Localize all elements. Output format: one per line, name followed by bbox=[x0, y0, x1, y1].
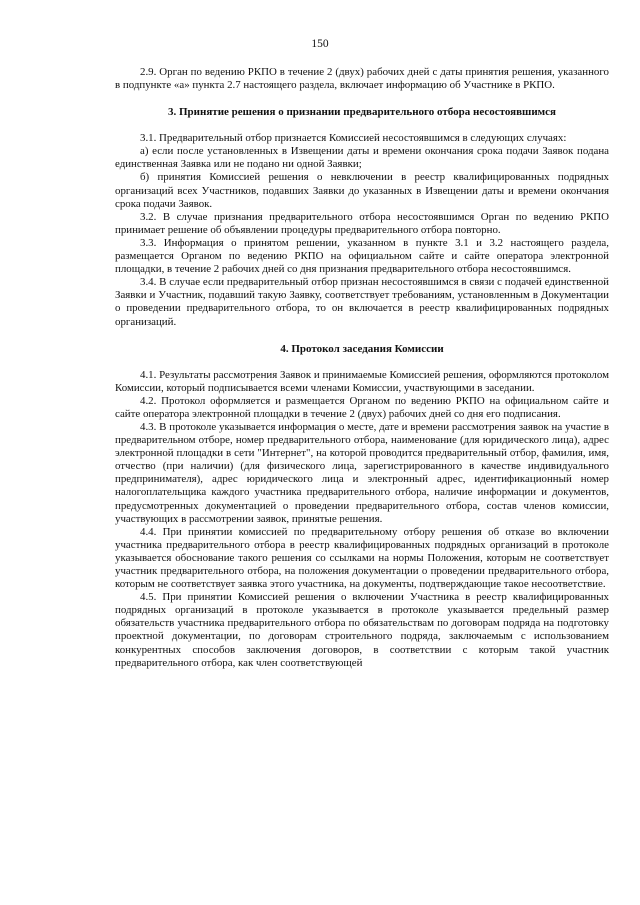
document-body bbox=[115, 66, 609, 670]
paragraph-3-3: 3.3. Информация о принятом решении, указанном в пункте 3.1 и 3.2 настоящего раздела, размещается Органом по ведению РКПО на официальном сайте и сайте оператора электронной площадки, в течение 2 рабочих дней со дня признания предварительного отбора несостоявшимся. bbox=[115, 236, 609, 276]
paragraph-3-1: 3.1. Предварительный отбор признается Комиссией несостоявшимся в следующих случаях: bbox=[140, 132, 567, 145]
paragraph-3-1-b: б) принятия Комиссией решения о невключении в реестр квалифицированных подрядных организаций всех Участников, подавших Заявки до указанных в Извещении даты и времени окончания срока подачи Заявок. bbox=[115, 171, 609, 210]
paragraph-4-3: 4.3. В протоколе указывается информация о месте, дате и времени рассмотрения заявок на участие в предварительном отборе, номер предварительного отбора, наименование (для юридического лица), адрес электронной площадки в сети "Интернет", на которой проводится предварительный отбор, фамилия, имя, отчество (при наличии) (для физического лица, зарегистрированного в качестве индивидуального предпринимателя), адрес юридического лица и электронный адрес, идентификационный номер налогоплательщика каждого участника предварительного отбора, наличие информации и документов, предусмотренных документацией о проведении предварительного отбора, состав членов комиссии, участвующих в рассмотрении заявок, принятые решения. bbox=[115, 420, 609, 525]
paragraph-4-5: 4.5. При принятии Комиссией решения о включении Участника в реестр квалифицированных подрядных организаций в протоколе указывается в протоколе указывается предельный размер обязательств участника предварительного отбора по обязательствам по договорам подряда на подготовку проектной документации, по договорам строительного подряда, заключаемым с использованием конкурентных способов заключения договоров, в соответствии с которым такой участник предварительного отбора, как член соответствующей bbox=[115, 591, 609, 669]
paragraph-3-2: 3.2. В случае признания предварительного отбора несостоявшимся Орган по ведению РКПО принимает решение об объявлении процедуры предварительного отбора повторно. bbox=[115, 210, 609, 236]
section-4-heading: 4. Протокол заседания Комиссии bbox=[280, 342, 444, 355]
paragraph-4-1: 4.1. Результаты рассмотрения Заявок и принимаемые Комиссией решения, оформляются протоколом Комиссии, который подписывается всеми членами Комиссии, участвующими в заседании. bbox=[115, 368, 609, 394]
page-number: 150 bbox=[311, 38, 329, 50]
section-3-heading: 3. Принятие решения о признании предварительного отбора несостоявшимся bbox=[167, 106, 556, 119]
paragraph-4-4: 4.4. При принятии комиссией по предварительному отбору решения об отказе во включении участника предварительного отбора в реестр квалифицированных подрядных организаций в протоколе указывается обоснование такого решения со ссылками на нормы Положения, которым не соответствует участник предварительного отбора, на положения документации о проведении предварительного отбора, которым не соответствует заявка этого участника, на документы, подтверждающие такое несоответствие. bbox=[115, 525, 609, 591]
paragraph-2-9: 2.9. Орган по ведению РКПО в течение 2 (двух) рабочих дней с даты принятия решения, указанного в подпункте «а» пункта 2.7 настоящего раздела, включает информацию об Участнике в РКПО. bbox=[115, 66, 609, 92]
paragraph-3-1-a: а) если после установленных в Извещении даты и времени окончания срока подачи Заявок подана единственная Заявка или не подано ни одной Заявки; bbox=[115, 145, 609, 171]
paragraph-3-4: 3.4. В случае если предварительный отбор признан несостоявшимся в связи с подачей единственной Заявки и Участник, подавший такую Заявку, соответствует требованиям, установленным в Документации о проведении предварительного отбора, то он включается в реестр квалифицированных подрядных организаций. bbox=[115, 276, 609, 328]
paragraph-4-2: 4.2. Протокол оформляется и размещается Органом по ведению РКПО на официальном сайте и сайте оператора электронной площадки в течение 2 (двух) рабочих дней со дня его подписания. bbox=[115, 394, 609, 420]
